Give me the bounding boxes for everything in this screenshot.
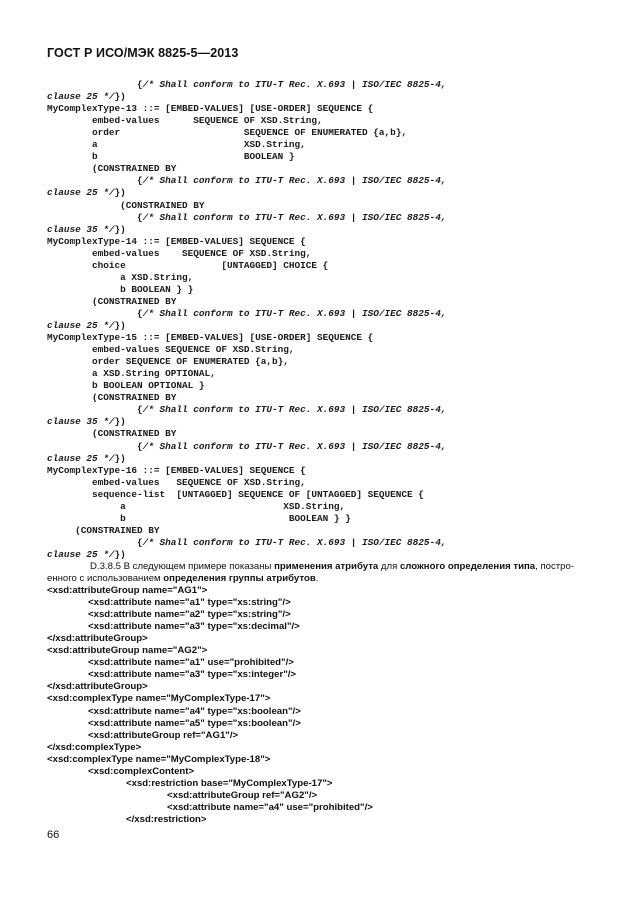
code-line bbox=[47, 296, 176, 308]
code-comment: clause 25 */ bbox=[47, 320, 115, 331]
code-line bbox=[47, 489, 424, 501]
xml-line: <xsd:complexType name="MyComplexType-17"> bbox=[47, 693, 271, 705]
code-line bbox=[47, 501, 345, 513]
code-comment: /* Shall conform to ITU-T Rec. X.693 | ISO/IEC 8825-4, bbox=[142, 440, 447, 452]
xml-line: <xsd:attribute name="a1" type="xs:string"/> bbox=[88, 597, 291, 609]
code-text: b BOOLEAN } } bbox=[47, 283, 194, 295]
xml-line: <xsd:attribute name="a2" type="xs:string"/> bbox=[88, 609, 291, 621]
code-text: (CONSTRAINED BY bbox=[47, 392, 177, 404]
code-text: MyComplexType-13 ::= [EMBED-VALUES] [USE-ORDER] SEQUENCE { bbox=[47, 103, 374, 115]
code-line bbox=[47, 356, 289, 368]
code-line bbox=[47, 380, 205, 392]
code-text: }) bbox=[114, 320, 126, 331]
code-text: MyComplexType-16 ::= [EMBED-VALUES] SEQUENCE { bbox=[47, 464, 306, 476]
page-number: 66 bbox=[47, 829, 60, 841]
code-line bbox=[47, 187, 126, 199]
code-text: { bbox=[47, 404, 143, 416]
code-line bbox=[47, 224, 126, 236]
code-text: }) bbox=[114, 91, 126, 103]
code-text: }) bbox=[114, 416, 126, 428]
paragraph-text: енного с использованием bbox=[47, 573, 164, 584]
code-text: { bbox=[47, 175, 143, 187]
code-line bbox=[47, 525, 160, 537]
xml-line: <xsd:complexContent> bbox=[88, 765, 195, 777]
code-text: { bbox=[47, 211, 143, 223]
code-comment: /* Shall conform to ITU-T Rec. X.693 | ISO/IEC 8825-4, bbox=[142, 404, 447, 416]
code-line bbox=[47, 549, 126, 561]
code-line bbox=[47, 151, 295, 163]
code-text: b BOOLEAN } bbox=[47, 151, 295, 163]
xml-line: </xsd:restriction> bbox=[126, 813, 207, 825]
code-line bbox=[47, 344, 295, 356]
code-text: { bbox=[47, 307, 143, 319]
code-text: }) bbox=[114, 223, 126, 235]
code-text: embed-values SEQUENCE OF XSD.String, bbox=[47, 247, 312, 259]
code-comment: clause 25 */ bbox=[47, 452, 115, 464]
code-text: sequence-list [UNTAGGED] SEQUENCE OF [UNTAGGED] SEQUENCE { bbox=[47, 488, 424, 500]
paragraph-text: , постро- bbox=[535, 561, 575, 572]
code-text: (CONSTRAINED BY bbox=[47, 163, 177, 175]
code-line bbox=[47, 477, 306, 489]
code-line bbox=[47, 441, 446, 453]
code-text: MyComplexType-14 ::= [EMBED-VALUES] SEQUENCE { bbox=[47, 235, 306, 247]
code-line bbox=[47, 537, 446, 549]
code-text: embed-values SEQUENCE OF XSD.String, bbox=[47, 344, 295, 356]
xml-line: <xsd:attribute name="a5" type="xs:boolean"/> bbox=[88, 717, 301, 729]
code-text: embed-values SEQUENCE OF XSD.String, bbox=[47, 115, 323, 127]
code-text: embed-values SEQUENCE OF XSD.String, bbox=[47, 476, 306, 488]
code-line bbox=[47, 272, 193, 284]
xml-line: <xsd:attribute name="a3" type="xs:decimal"/> bbox=[88, 621, 300, 633]
paragraph-text: . bbox=[315, 573, 319, 584]
code-text: }) bbox=[114, 548, 126, 560]
code-text: }) bbox=[114, 187, 126, 199]
xml-line: </xsd:complexType> bbox=[47, 741, 142, 753]
bold-term: сложного определения типа bbox=[399, 561, 536, 572]
code-text: MyComplexType-15 ::= [EMBED-VALUES] [USE-ORDER] SEQUENCE { bbox=[47, 332, 374, 344]
xml-line: </xsd:attributeGroup> bbox=[47, 633, 148, 645]
code-line bbox=[47, 368, 216, 380]
code-comment: clause 25 */ bbox=[47, 548, 115, 560]
code-line bbox=[47, 453, 126, 465]
xml-line: <xsd:attribute name="a1" use="prohibited"/> bbox=[88, 657, 294, 669]
bold-term: определения группы атрибутов bbox=[163, 573, 316, 584]
code-line bbox=[47, 175, 446, 187]
paragraph-line bbox=[47, 573, 318, 585]
code-line bbox=[47, 91, 126, 103]
code-text: (CONSTRAINED BY bbox=[47, 524, 160, 536]
code-line bbox=[47, 79, 446, 91]
xml-line: </xsd:attributeGroup> bbox=[47, 681, 148, 693]
code-text: a XSD.String OPTIONAL, bbox=[47, 368, 216, 380]
xml-line: <xsd:attributeGroup ref="AG1"/> bbox=[88, 729, 239, 741]
code-comment: clause 25 */ bbox=[47, 187, 115, 199]
xml-line: <xsd:attribute name="a4" type="xs:boolean"/> bbox=[88, 705, 301, 717]
page-header: ГОСТ Р ИСО/МЭК 8825-5—2013 bbox=[47, 46, 239, 60]
code-line bbox=[47, 428, 176, 440]
code-line bbox=[47, 308, 446, 320]
code-line bbox=[47, 139, 306, 151]
code-comment: /* Shall conform to ITU-T Rec. X.693 | ISO/IEC 8825-4, bbox=[142, 536, 447, 548]
code-text: }) bbox=[114, 452, 126, 464]
code-text: { bbox=[47, 536, 143, 548]
code-line bbox=[47, 103, 373, 115]
code-text: order SEQUENCE OF ENUMERATED {a,b}, bbox=[47, 127, 408, 139]
code-line bbox=[47, 115, 323, 127]
bold-term: применения атрибута bbox=[274, 561, 379, 572]
paragraph-text: D.3.8.5 В следующем примере показаны bbox=[90, 561, 275, 572]
code-line bbox=[47, 127, 407, 139]
code-line bbox=[47, 320, 126, 332]
code-text: a XSD.String, bbox=[47, 500, 346, 512]
code-line bbox=[47, 212, 446, 224]
code-text: { bbox=[47, 79, 143, 90]
xml-line: <xsd:complexType name="MyComplexType-18"> bbox=[47, 753, 271, 765]
code-line bbox=[47, 332, 373, 344]
xml-line: <xsd:attributeGroup ref="AG2"/> bbox=[167, 789, 318, 801]
xml-line: <xsd:restriction base="MyComplexType-17"> bbox=[126, 777, 333, 789]
xml-line: <xsd:attributeGroup name="AG1"> bbox=[47, 585, 208, 596]
code-text: choice [UNTAGGED] CHOICE { bbox=[47, 259, 329, 271]
code-line bbox=[47, 200, 205, 212]
code-line bbox=[47, 513, 351, 525]
code-line bbox=[47, 260, 328, 272]
code-line bbox=[47, 392, 176, 404]
code-text: (CONSTRAINED BY bbox=[47, 295, 177, 307]
code-text: b BOOLEAN OPTIONAL } bbox=[47, 380, 205, 392]
code-line bbox=[47, 465, 306, 477]
code-text: a XSD.String, bbox=[47, 139, 306, 151]
code-comment: clause 35 */ bbox=[47, 223, 115, 235]
code-text: order SEQUENCE OF ENUMERATED {a,b}, bbox=[47, 356, 289, 368]
code-comment: /* Shall conform to ITU-T Rec. X.693 | ISO/IEC 8825-4, bbox=[142, 211, 447, 223]
code-text: a XSD.String, bbox=[47, 271, 194, 283]
code-line bbox=[47, 163, 176, 175]
code-line bbox=[47, 416, 126, 428]
xml-line: <xsd:attribute name="a4" use="prohibited"/> bbox=[167, 801, 373, 813]
code-text: b BOOLEAN } } bbox=[47, 512, 351, 524]
paragraph-line bbox=[90, 561, 574, 573]
code-comment: /* Shall conform to ITU-T Rec. X.693 | ISO/IEC 8825-4, bbox=[142, 79, 447, 90]
code-text: (CONSTRAINED BY bbox=[47, 199, 205, 211]
xml-line: <xsd:attribute name="a3" type="xs:integer"/> bbox=[88, 669, 297, 681]
code-comment: clause 35 */ bbox=[47, 416, 115, 428]
code-text: { bbox=[47, 440, 143, 452]
code-comment: /* Shall conform to ITU-T Rec. X.693 | ISO/IEC 8825-4, bbox=[142, 175, 447, 187]
code-comment: clause 25 */ bbox=[47, 91, 115, 103]
paragraph-text: для bbox=[378, 561, 400, 572]
code-comment: /* Shall conform to ITU-T Rec. X.693 | ISO/IEC 8825-4, bbox=[142, 307, 447, 319]
code-line bbox=[47, 236, 306, 248]
code-text: (CONSTRAINED BY bbox=[47, 428, 177, 440]
code-line bbox=[47, 248, 311, 260]
code-line bbox=[47, 284, 193, 296]
xml-line: <xsd:attributeGroup name="AG2"> bbox=[47, 645, 208, 657]
code-line bbox=[47, 404, 446, 416]
